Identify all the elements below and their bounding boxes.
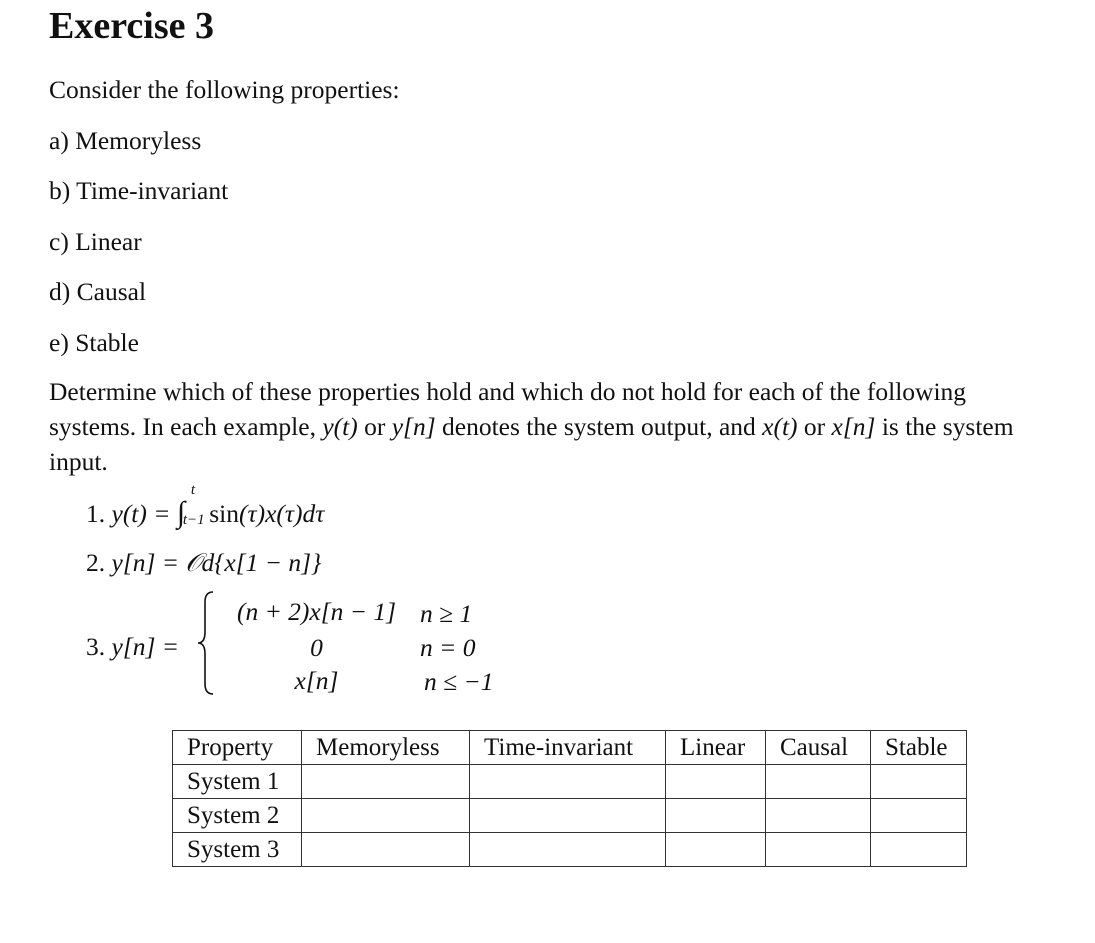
answer-cell[interactable] [871,833,967,867]
row-label: System 1 [173,765,302,799]
case-value-1: (n + 2)x[n − 1] [236,597,397,626]
header-cell: Property [173,731,302,765]
answer-cell[interactable] [766,765,871,799]
case-value-3: x[n] [294,666,339,695]
property-item-linear [49,227,142,257]
property-label: Linear [75,227,142,256]
property-label: Time-invariant [76,176,229,205]
header-cell: Time-invariant [470,731,666,765]
answer-cell[interactable] [666,833,766,867]
answer-cell[interactable] [302,799,470,833]
property-item-time-invariant [49,176,228,206]
properties-table [172,730,967,867]
property-letter: c) [49,227,69,256]
system-number: 1. [86,499,106,528]
table-row [173,765,967,799]
case-condition-2: n = 0 [420,633,476,662]
header-cell: Causal [766,731,871,765]
header-cell: Stable [871,731,967,765]
system-number: 3. [86,632,106,661]
header-cell: Linear [666,731,766,765]
left-brace [197,590,215,696]
system-2-equation: 2. y[n] = 𝒪d{x[1 − n]} [86,548,322,577]
answer-cell[interactable] [302,765,470,799]
property-item-memoryless [49,126,201,156]
answer-cell[interactable] [871,765,967,799]
property-item-causal [49,277,146,307]
answer-cell[interactable] [666,765,766,799]
header-cell: Memoryless [302,731,470,765]
answer-cell[interactable] [470,765,666,799]
instructions-line-1: Determine which of these properties hold and which do not hold for each of the following [49,377,967,406]
answer-cell[interactable] [766,799,871,833]
property-letter: a) [49,126,69,155]
answer-cell[interactable] [302,833,470,867]
system-3-equation: 3. y[n] = [86,632,179,661]
property-item-stable [49,328,139,358]
answer-cell[interactable] [766,833,871,867]
answer-cell[interactable] [470,799,666,833]
row-label: System 3 [173,833,302,867]
table-row [173,799,967,833]
case-value-2: 0 [310,633,323,662]
property-letter: d) [49,277,71,306]
table-row [173,833,967,867]
case-condition-3: n ≤ −1 [424,667,494,696]
instructions-line-2: systems. In each example, y(t) or y[n] denotes the system output, and x(t) or x[n] is the system [49,412,1014,441]
intro-text: Consider the following properties: [49,75,400,104]
property-label: Stable [75,328,139,357]
system-number: 2. [86,548,106,577]
case-condition-1: n ≥ 1 [420,599,473,628]
instructions-line-3: input. [49,447,108,476]
answer-cell[interactable] [470,833,666,867]
system-1-equation: 1. y(t) = ∫ t t−1 sin(τ)x(τ)dτ [86,482,325,529]
property-label: Memoryless [75,126,202,155]
property-letter: e) [49,328,69,357]
row-label: System 2 [173,799,302,833]
integral-sign: ∫ t t−1 [176,482,205,529]
table-header-row [173,731,967,765]
exercise-title: Exercise 3 [49,5,214,47]
property-letter: b) [49,176,71,205]
answer-cell[interactable] [666,799,766,833]
property-label: Causal [76,277,147,306]
answer-cell[interactable] [871,799,967,833]
